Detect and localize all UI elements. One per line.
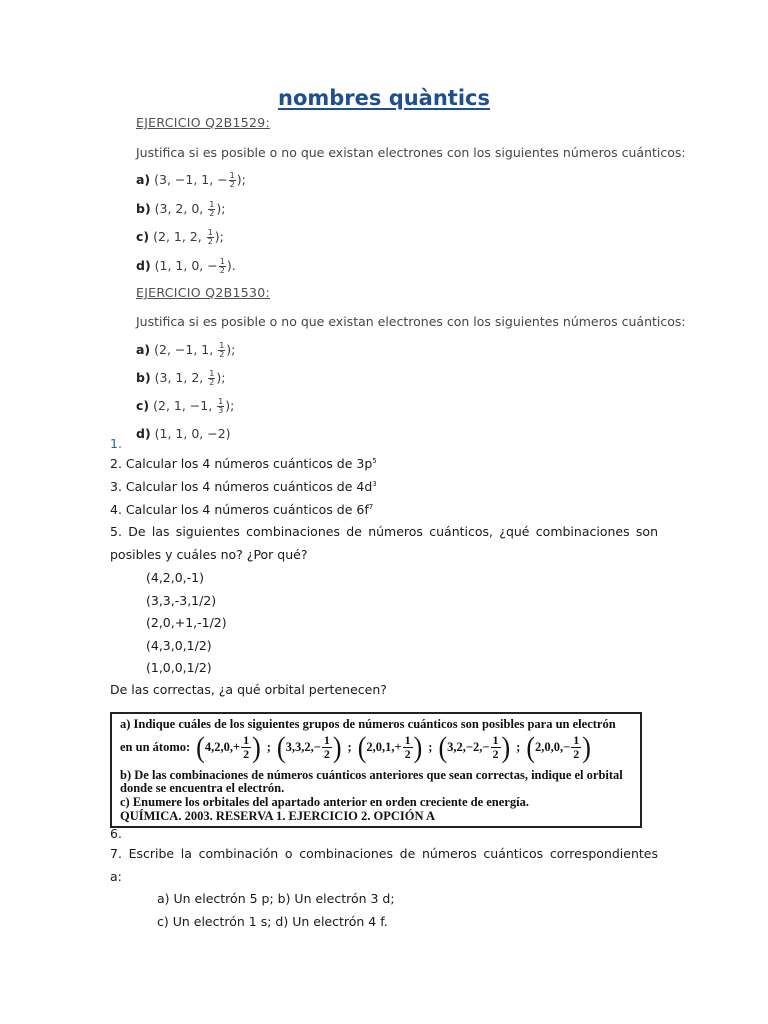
list-item-6: 6. (110, 826, 122, 841)
fraction (491, 734, 501, 761)
quantum-set (526, 730, 591, 764)
exercise2-heading: EJERCICIO Q2B1530: (136, 285, 270, 300)
box-line-c: c) Enumere los orbitales del apartado anterior en orden creciente de energía. (120, 795, 529, 809)
right-paren: ) (582, 730, 591, 764)
fraction-denominator: 2 (229, 180, 235, 189)
list-item-7-sub1: a) Un electrón 5 p; b) Un electrón 3 d; (157, 891, 395, 906)
fraction (208, 370, 215, 387)
quantum-set (276, 730, 342, 764)
page-title: nombres quàntics (278, 86, 490, 110)
set-separator: ; (266, 740, 271, 754)
fraction (218, 342, 225, 359)
quantum-set-text: 3,2,−2,− (447, 740, 490, 754)
option-text: (2, 1, 2, (153, 229, 206, 244)
fraction (217, 398, 224, 415)
exercise2-instruction: Justifica si es posible o no que existan electrones con los siguientes números cuánticos: (136, 314, 686, 329)
fraction-denominator: 2 (404, 747, 411, 761)
fraction-denominator: 2 (323, 747, 330, 761)
exercise1-instruction: Justifica si es posible o no que existan electrones con los siguientes números cuánticos: (136, 145, 686, 160)
fraction-denominator: 2 (209, 378, 215, 387)
quantum-set (438, 730, 511, 764)
box-source: QUÍMICA. 2003. RESERVA 1. EJERCICIO 2. OPCIÓN A (120, 809, 435, 823)
fraction-numerator: 1 (229, 171, 235, 180)
left-paren: ( (196, 730, 205, 764)
option-text: (2, 1, −1, (153, 398, 217, 413)
box-line-b1: b) De las combinaciones de números cuánticos anteriores que sean correctas, indique el orbital (120, 768, 623, 782)
option-label: b) (136, 370, 151, 385)
right-paren: ) (501, 730, 511, 764)
set-separator: ; (516, 740, 521, 754)
option-end: ); (225, 398, 235, 413)
quantum-set-text: 4,2,0,+ (204, 740, 241, 754)
fraction-numerator: 1 (573, 733, 580, 747)
exercise-option (136, 398, 234, 415)
list-item-7-sub2: c) Un electrón 1 s; d) Un electrón 4 f. (157, 914, 388, 929)
option-text: (3, 1, 2, (154, 370, 208, 385)
list-item-1: 1. (110, 436, 122, 451)
list-item-4-sup: 7 (368, 502, 374, 511)
option-text: (3, −1, 1, − (154, 172, 228, 187)
exercise-option (136, 426, 231, 441)
fraction-denominator: 2 (209, 209, 215, 218)
list-item-5-line2: posibles y cuáles no? ¿Por qué? (110, 547, 308, 562)
fraction (229, 172, 236, 189)
fraction-numerator: 1 (218, 397, 224, 406)
left-paren: ( (276, 730, 286, 764)
option-end: ); (216, 201, 226, 216)
set-separator: ; (428, 740, 433, 754)
exercise-option (136, 258, 236, 275)
option-label: b) (136, 201, 151, 216)
list-item-3 (110, 479, 377, 494)
exercise-option (136, 201, 225, 218)
fraction-denominator: 2 (243, 747, 250, 761)
combo-item: (4,2,0,-1) (146, 570, 204, 585)
exercise-option (136, 370, 225, 387)
quantum-set-text: 3,3,2,− (285, 740, 321, 754)
followup-question: De las correctas, ¿a qué orbital pertenecen? (110, 682, 387, 697)
list-item-2-text: 2. Calcular los 4 números cuánticos de 3p (110, 456, 373, 471)
fraction-denominator: 2 (219, 266, 225, 275)
option-end: ); (214, 229, 224, 244)
quantum-set-text: 2,0,0,− (535, 740, 571, 754)
combo-item: (3,3,-3,1/2) (146, 593, 217, 608)
option-label: c) (136, 229, 150, 244)
set-separator: ; (347, 740, 352, 754)
fraction-numerator: 1 (323, 733, 330, 747)
combo-item: (4,3,0,1/2) (146, 638, 212, 653)
left-paren: ( (526, 730, 536, 764)
option-end: ). (226, 258, 236, 273)
fraction-denominator: 3 (218, 406, 224, 415)
quantum-set-text: 2,0,1,+ (366, 740, 402, 754)
list-item-5-line1: 5. De las siguientes combinaciones de números cuánticos, ¿qué combinaciones son (110, 524, 658, 539)
list-item-2-sup: 5 (372, 456, 377, 465)
fraction-numerator: 1 (209, 369, 215, 378)
list-item-2 (110, 456, 377, 471)
list-item-3-text: 3. Calcular los 4 números cuánticos de 4d (110, 479, 373, 494)
option-label: a) (136, 342, 151, 357)
list-item-4-text: 4. Calcular los 4 números cuánticos de 6f (110, 502, 369, 517)
fraction-numerator: 1 (207, 228, 213, 237)
fraction (208, 201, 215, 218)
left-paren: ( (357, 730, 367, 764)
combo-item: (1,0,0,1/2) (146, 660, 212, 675)
right-paren: ) (332, 730, 342, 764)
quantum-sets-row (120, 730, 591, 764)
option-label: c) (136, 398, 150, 413)
option-label: a) (136, 172, 151, 187)
fraction (403, 734, 413, 761)
option-end: ); (236, 172, 246, 187)
fraction (219, 258, 226, 275)
option-text: (2, −1, 1, (154, 342, 218, 357)
combo-item: (2,0,+1,-1/2) (146, 615, 227, 630)
option-label: d) (136, 258, 151, 273)
left-paren: ( (438, 730, 448, 764)
fraction-numerator: 1 (492, 733, 499, 747)
box-line-b2: donde se encuentra el electrón. (120, 781, 285, 795)
right-paren: ) (252, 730, 261, 764)
fraction-numerator: 1 (243, 733, 250, 747)
exercise-option (136, 229, 224, 246)
option-end: ); (226, 342, 236, 357)
fraction-numerator: 1 (404, 733, 411, 747)
fraction-numerator: 1 (219, 257, 225, 266)
list-item-3-sup: 3 (372, 479, 377, 488)
box-line-a: a) Indique cuáles de los siguientes grupos de números cuánticos son posibles para un electrón (120, 717, 616, 731)
fraction (322, 734, 332, 761)
fraction-denominator: 2 (573, 747, 580, 761)
right-paren: ) (413, 730, 423, 764)
option-text: (3, 2, 0, (154, 201, 208, 216)
fraction (241, 734, 251, 761)
exercise-option (136, 172, 246, 189)
quantum-set (196, 730, 261, 764)
fraction-denominator: 2 (492, 747, 499, 761)
exercise1-heading: EJERCICIO Q2B1529: (136, 115, 270, 130)
fraction-denominator: 2 (207, 237, 213, 246)
fraction (571, 734, 581, 761)
list-item-7-line1: 7. Escribe la combinación o combinaciones de números cuánticos correspondientes (110, 846, 658, 861)
atom-label: en un átomo: (120, 740, 191, 754)
exam-question-box (110, 712, 642, 828)
list-item-4 (110, 502, 373, 517)
fraction (207, 229, 214, 246)
list-item-7-line2: a: (110, 869, 122, 884)
fraction-denominator: 2 (219, 350, 225, 359)
quantum-set (357, 730, 423, 764)
fraction-numerator: 1 (209, 200, 215, 209)
fraction-numerator: 1 (219, 341, 225, 350)
exercise-option (136, 342, 235, 359)
option-end: ); (216, 370, 226, 385)
option-label: d) (136, 426, 151, 441)
option-text: (1, 1, 0, − (154, 258, 218, 273)
option-text: (1, 1, 0, −2) (154, 426, 231, 441)
